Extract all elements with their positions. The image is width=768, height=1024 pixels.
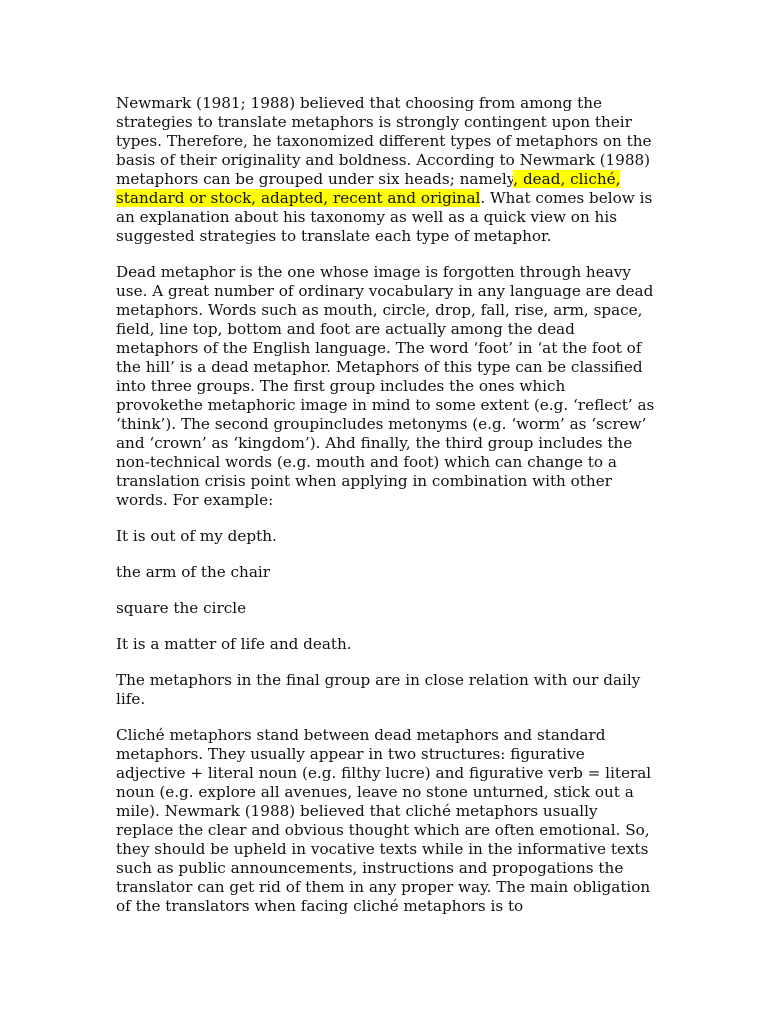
paragraph-final-group: The metaphors in the final group are in close relation with our daily life. bbox=[116, 671, 641, 708]
example-line: the arm of the chair bbox=[116, 563, 270, 581]
example-line: It is out of my depth. bbox=[116, 527, 277, 545]
intro-text: Newmark (1981; 1988) believed that choosing from among the strategies to translate metaphors is strongly contingent upon their types. Therefore, he taxonomized different types of metaphors on the basis of their originality and boldness. According to Newmark (1988) metaphors can be grouped under six heads; namely bbox=[116, 94, 652, 188]
paragraph-intro bbox=[116, 94, 656, 246]
paragraph-cliche-metaphor: Cliché metaphors stand between dead metaphors and standard metaphors. They usually appear in two structures: figurative adjective + literal noun (e.g. filthy lucre) and figurative verb = literal noun (e.g. explore all avenues, leave no stone unturned, stick out a mile). Newmark (1988) believed that cliché metaphors usually replace the clear and obvious thought which are often emotional. So, they should be upheld in vocative texts while in the informative texts such as public announcements, instructions and propogations the translator can get rid of them in any proper way. The main obligation of the translators when facing cliché metaphors is to bbox=[116, 726, 652, 915]
highlighted-metaphor-types: , dead, cliché, standard or stock, adapted, recent and original bbox=[116, 170, 621, 207]
paragraph-dead-metaphor: Dead metaphor is the one whose image is forgotten through heavy use. A great number of ordinary vocabulary in any language are dead metaphors. Words such as mouth, circle, drop, fall, rise, arm, space, field, line top, bottom and foot are actually among the dead metaphors of the English language. The word ‘foot’ in ‘at the foot of the hill’ is a dead metaphor. Metaphors of this type can be classified into three groups. The first group includes the ones which provokethe metaphoric image in mind to some extent (e.g. ‘reflect’ as ‘think’). The second groupincludes metonyms (e.g. ‘worm’ as ‘screw’ and ‘crown’ as ‘kingdom’). Ahd finally, the third group includes the non-technical words (e.g. mouth and foot) which can change to a translation crisis point when applying in combination with other words. For example: bbox=[116, 263, 655, 509]
document-page bbox=[116, 94, 656, 933]
intro-text-continued: . What comes below is an explanation about his taxonomy as well as a quick view on his suggested strategies to translate each type of metaphor. bbox=[116, 189, 653, 245]
example-line: It is a matter of life and death. bbox=[116, 635, 352, 653]
example-line: square the circle bbox=[116, 599, 247, 617]
